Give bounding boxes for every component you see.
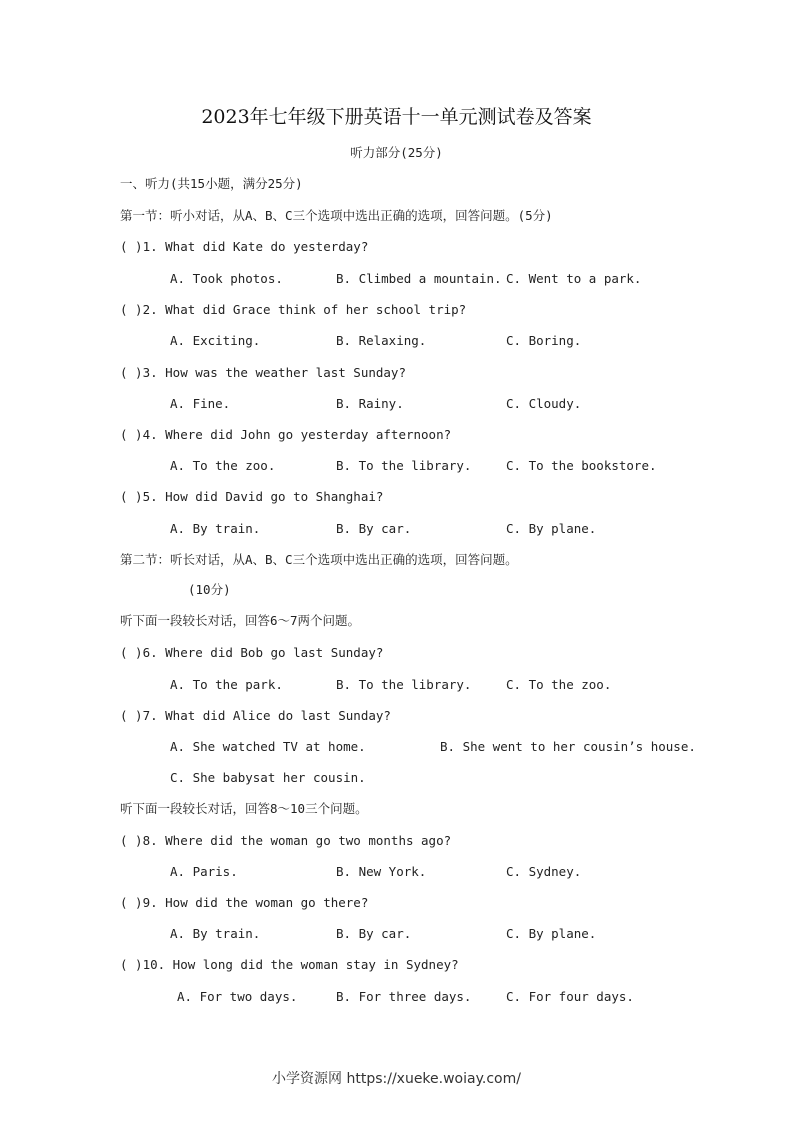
q5-option-b: B. By car. [336, 521, 412, 536]
part-heading: 一、听力(共15小题，满分25分) [120, 176, 303, 191]
q7-option-a: A. She watched TV at home. [170, 739, 366, 754]
q4-option-a: A. To the zoo. [170, 458, 276, 473]
q5-option-c: C. By plane. [506, 521, 597, 536]
question-6: ( )6. Where did Bob go last Sunday? [120, 645, 384, 660]
q1-option-b: B. Climbed a mountain. [336, 271, 502, 286]
q7-option-b: B. She went to her cousin’s house. [440, 739, 696, 754]
q8-option-c: C. Sydney. [506, 864, 582, 879]
q1-option-c: C. Went to a park. [506, 271, 642, 286]
q7-option-c: C. She babysat her cousin. [170, 770, 366, 785]
q4-option-b: B. To the library. [336, 458, 472, 473]
question-2: ( )2. What did Grace think of her school trip? [120, 302, 467, 317]
q3-option-b: B. Rainy. [336, 396, 404, 411]
question-1: ( )1. What did Kate do yesterday? [120, 239, 369, 254]
q9-option-b: B. By car. [336, 926, 412, 941]
q6-option-a: A. To the park. [170, 677, 283, 692]
footer-watermark: 小学资源网 https://xueke.woiay.com/ [272, 1071, 521, 1087]
q9-option-a: A. By train. [170, 926, 261, 941]
q10-option-b: B. For three days. [336, 989, 472, 1004]
question-3: ( )3. How was the weather last Sunday? [120, 365, 406, 380]
q1-option-a: A. Took photos. [170, 271, 283, 286]
listening-subtitle: 听力部分(25分) [350, 145, 443, 160]
q10-option-c: C. For four days. [506, 989, 634, 1004]
section-1-instructions: 第一节：听小对话，从A、B、C三个选项中选出正确的选项，回答问题。(5分) [120, 208, 553, 223]
q2-option-b: B. Relaxing. [336, 333, 427, 348]
q3-option-c: C. Cloudy. [506, 396, 582, 411]
question-7: ( )7. What did Alice do last Sunday? [120, 708, 391, 723]
section-2-instructions: 第二节：听长对话，从A、B、C三个选项中选出正确的选项，回答问题。 [120, 552, 518, 567]
section-2-score: (10分) [188, 582, 231, 597]
q2-option-c: C. Boring. [506, 333, 582, 348]
page-title: 2023年七年级下册英语十一单元测试卷及答案 [201, 106, 592, 128]
q10-option-a: A. For two days. [177, 989, 298, 1004]
q9-option-c: C. By plane. [506, 926, 597, 941]
dialog-2-instructions: 听下面一段较长对话，回答8～10三个问题。 [120, 801, 368, 816]
q3-option-a: A. Fine. [170, 396, 231, 411]
question-4: ( )4. Where did John go yesterday afternoon? [120, 427, 452, 442]
q2-option-a: A. Exciting. [170, 333, 261, 348]
q8-option-a: A. Paris. [170, 864, 238, 879]
q6-option-b: B. To the library. [336, 677, 472, 692]
q8-option-b: B. New York. [336, 864, 427, 879]
question-8: ( )8. Where did the woman go two months ago? [120, 833, 452, 848]
question-5: ( )5. How did David go to Shanghai? [120, 489, 384, 504]
question-9: ( )9. How did the woman go there? [120, 895, 369, 910]
q6-option-c: C. To the zoo. [506, 677, 612, 692]
dialog-1-instructions: 听下面一段较长对话，回答6～7两个问题。 [120, 613, 361, 628]
q4-option-c: C. To the bookstore. [506, 458, 657, 473]
question-10: ( )10. How long did the woman stay in Sydney? [120, 957, 459, 972]
q5-option-a: A. By train. [170, 521, 261, 536]
